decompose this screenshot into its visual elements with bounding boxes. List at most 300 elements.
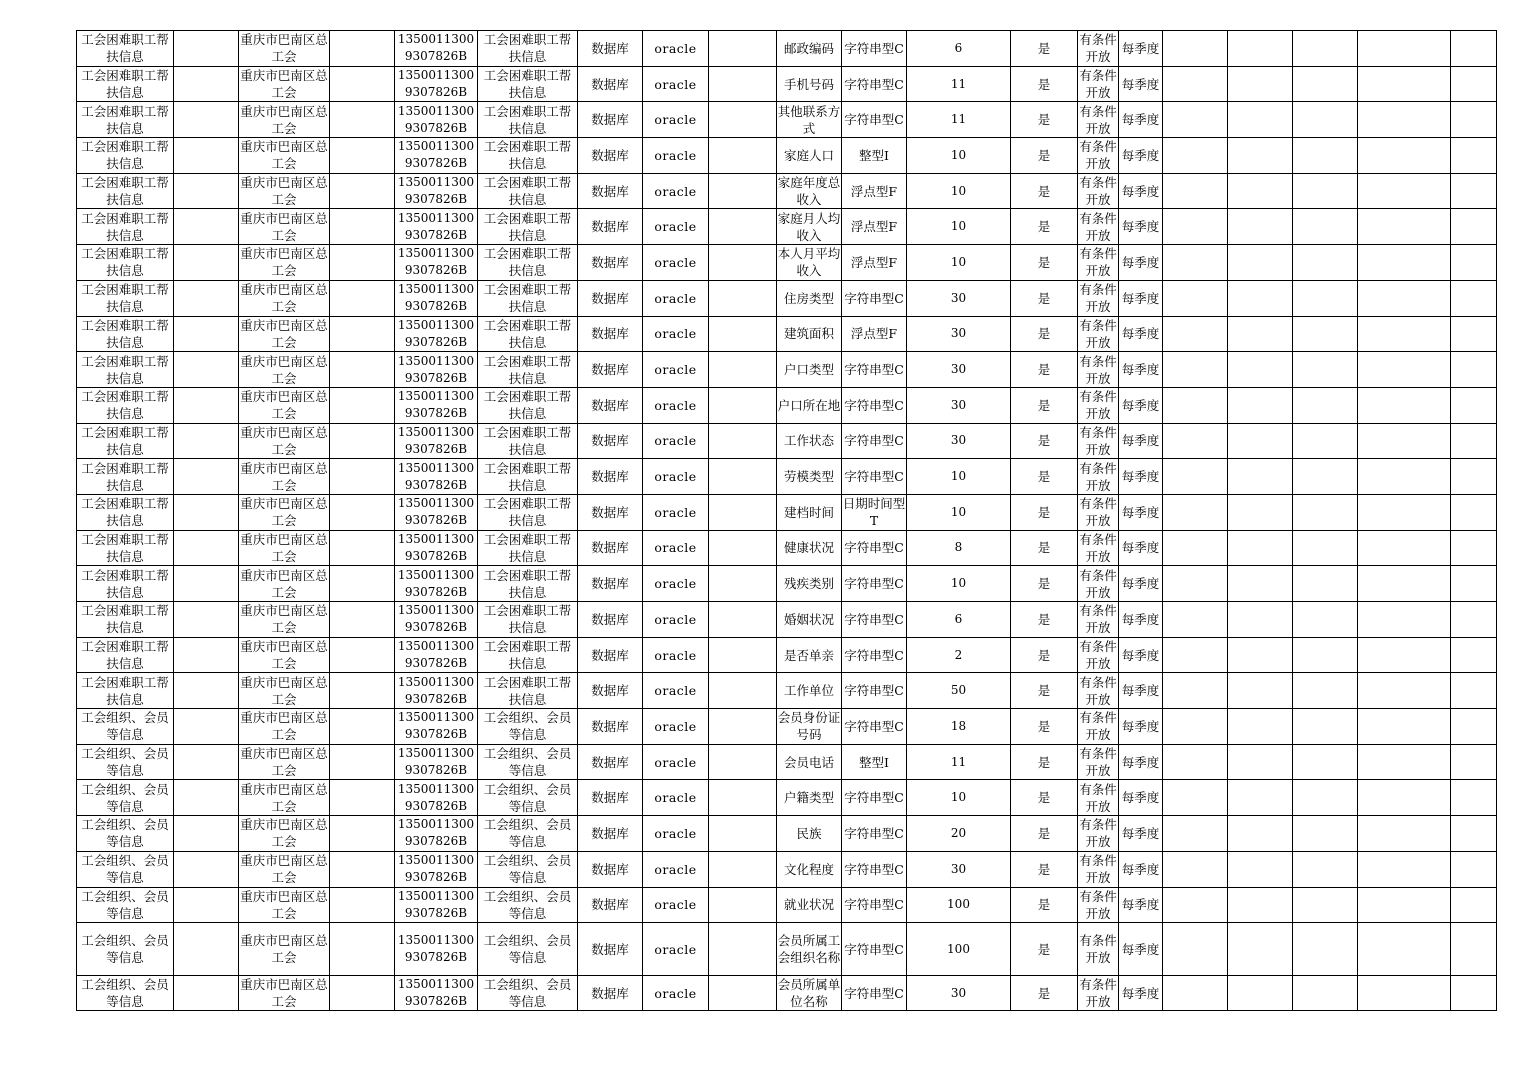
cell-empty [1163, 245, 1228, 281]
cell-empty [709, 494, 777, 530]
cell-resource-code: 13500113009307826B [395, 423, 478, 459]
cell-empty [174, 851, 239, 887]
cell-empty [1358, 102, 1451, 138]
cell-empty [1163, 709, 1228, 745]
cell-update-frequency: 每季度 [1119, 851, 1163, 887]
cell-empty [1228, 744, 1293, 780]
cell-empty [1163, 173, 1228, 209]
cell-field-name: 会员电话 [777, 744, 842, 780]
cell-empty [709, 387, 777, 423]
cell-system: oracle [643, 102, 709, 138]
cell-provider: 重庆市巴南区总工会 [240, 746, 328, 779]
cell-resource-name: 工会困难职工帮扶信息 [478, 173, 578, 209]
cell-empty [1358, 851, 1451, 887]
cell-empty [1293, 780, 1358, 816]
cell-open-type: 有条件开放 [1079, 674, 1117, 707]
cell-data-type: 字符串型C [842, 423, 907, 459]
cell-empty [1293, 31, 1358, 67]
cell-resource-category: 工会困难职工帮扶信息 [77, 31, 174, 67]
cell-update-frequency: 每季度 [1119, 459, 1163, 495]
cell-empty [174, 209, 239, 245]
cell-empty [174, 280, 239, 316]
cell-open-type: 有条件开放 [1079, 496, 1117, 529]
cell-resource-category: 工会困难职工帮扶信息 [77, 530, 174, 566]
cell-empty [1163, 780, 1228, 816]
cell-empty [1163, 566, 1228, 602]
cell-shared: 是 [1011, 851, 1078, 887]
cell-resource-name: 工会困难职工帮扶信息 [478, 530, 578, 566]
cell-shared: 是 [1011, 138, 1078, 174]
cell-empty [1451, 887, 1497, 923]
data-catalog-table [76, 30, 1497, 1011]
cell-resource-category: 工会困难职工帮扶信息 [77, 566, 174, 602]
cell-field-name: 民族 [777, 816, 842, 852]
cell-update-frequency: 每季度 [1119, 637, 1163, 673]
cell-empty [1293, 602, 1358, 638]
cell-empty [330, 851, 395, 887]
cell-empty [1358, 138, 1451, 174]
cell-empty [1293, 816, 1358, 852]
cell-resource-code: 13500113009307826B [395, 352, 478, 388]
cell-field-length: 30 [907, 387, 1011, 423]
cell-resource-name: 工会困难职工帮扶信息 [478, 66, 578, 102]
cell-provider: 重庆市巴南区总工会 [240, 246, 328, 279]
cell-system: oracle [643, 602, 709, 638]
table-row [77, 209, 1497, 245]
cell-open-type: 有条件开放 [1079, 353, 1117, 386]
cell-open-type: 有条件开放 [1079, 246, 1117, 279]
cell-empty [1358, 744, 1451, 780]
cell-resource-code: 13500113009307826B [395, 173, 478, 209]
cell-storage-type: 数据库 [578, 976, 643, 1011]
cell-empty [330, 780, 395, 816]
cell-empty [1358, 637, 1451, 673]
cell-empty [1451, 66, 1497, 102]
cell-empty [1451, 673, 1497, 709]
cell-empty [1451, 102, 1497, 138]
cell-storage-type: 数据库 [578, 744, 643, 780]
cell-resource-code: 13500113009307826B [395, 66, 478, 102]
cell-empty [1228, 102, 1293, 138]
cell-resource-code: 13500113009307826B [395, 923, 478, 976]
cell-field-length: 10 [907, 780, 1011, 816]
cell-resource-name: 工会组织、会员等信息 [478, 816, 578, 852]
cell-empty [1163, 387, 1228, 423]
cell-resource-code: 13500113009307826B [395, 887, 478, 923]
table-row [77, 887, 1497, 923]
cell-update-frequency: 每季度 [1119, 976, 1163, 1011]
cell-open-type: 有条件开放 [1079, 282, 1117, 315]
cell-storage-type: 数据库 [578, 387, 643, 423]
cell-resource-name: 工会困难职工帮扶信息 [478, 31, 578, 67]
cell-empty [174, 602, 239, 638]
cell-storage-type: 数据库 [578, 423, 643, 459]
cell-update-frequency: 每季度 [1119, 316, 1163, 352]
cell-system: oracle [643, 138, 709, 174]
cell-empty [1451, 637, 1497, 673]
cell-provider: 重庆市巴南区总工会 [240, 853, 328, 886]
table-row [77, 923, 1497, 976]
cell-shared: 是 [1011, 459, 1078, 495]
cell-empty [330, 352, 395, 388]
cell-field-name: 是否单亲 [777, 637, 842, 673]
cell-provider: 重庆市巴南区总工会 [240, 817, 328, 850]
cell-empty [330, 709, 395, 745]
cell-empty [1451, 494, 1497, 530]
cell-empty [330, 566, 395, 602]
cell-empty [1293, 66, 1358, 102]
cell-empty [1293, 530, 1358, 566]
cell-shared: 是 [1011, 173, 1078, 209]
cell-resource-category: 工会困难职工帮扶信息 [77, 138, 174, 174]
cell-empty [1293, 494, 1358, 530]
table-row [77, 66, 1497, 102]
cell-resource-category: 工会困难职工帮扶信息 [77, 280, 174, 316]
cell-system: oracle [643, 352, 709, 388]
cell-field-name: 建档时间 [777, 494, 842, 530]
cell-empty [709, 459, 777, 495]
cell-empty [1293, 673, 1358, 709]
cell-open-type: 有条件开放 [1079, 424, 1117, 457]
cell-storage-type: 数据库 [578, 459, 643, 495]
cell-open-type: 有条件开放 [1079, 531, 1117, 564]
cell-resource-category: 工会困难职工帮扶信息 [77, 637, 174, 673]
cell-field-length: 10 [907, 209, 1011, 245]
cell-update-frequency: 每季度 [1119, 209, 1163, 245]
cell-empty [1228, 245, 1293, 281]
cell-field-length: 30 [907, 423, 1011, 459]
cell-empty [1228, 780, 1293, 816]
cell-empty [1163, 923, 1228, 976]
cell-field-name: 残疾类别 [777, 566, 842, 602]
cell-empty [1228, 173, 1293, 209]
cell-shared: 是 [1011, 566, 1078, 602]
cell-empty [174, 138, 239, 174]
cell-empty [1163, 31, 1228, 67]
cell-resource-name: 工会组织、会员等信息 [478, 780, 578, 816]
cell-empty [174, 637, 239, 673]
cell-resource-code: 13500113009307826B [395, 209, 478, 245]
cell-field-length: 10 [907, 245, 1011, 281]
table-row [77, 31, 1497, 67]
cell-empty [1293, 280, 1358, 316]
cell-storage-type: 数据库 [578, 352, 643, 388]
cell-data-type: 字符串型C [842, 923, 907, 976]
cell-update-frequency: 每季度 [1119, 66, 1163, 102]
cell-empty [709, 209, 777, 245]
cell-storage-type: 数据库 [578, 173, 643, 209]
cell-empty [174, 31, 239, 67]
cell-empty [1228, 637, 1293, 673]
cell-provider: 重庆市巴南区总工会 [240, 781, 328, 814]
cell-empty [1293, 976, 1358, 1011]
cell-data-type: 字符串型C [842, 602, 907, 638]
cell-empty [1293, 245, 1358, 281]
cell-empty [1163, 352, 1228, 388]
cell-resource-code: 13500113009307826B [395, 816, 478, 852]
cell-update-frequency: 每季度 [1119, 923, 1163, 976]
cell-empty [1451, 387, 1497, 423]
cell-empty [1228, 851, 1293, 887]
cell-storage-type: 数据库 [578, 66, 643, 102]
cell-open-type: 有条件开放 [1079, 32, 1117, 65]
cell-resource-code: 13500113009307826B [395, 673, 478, 709]
cell-empty [1358, 459, 1451, 495]
cell-shared: 是 [1011, 316, 1078, 352]
cell-provider: 重庆市巴南区总工会 [240, 175, 328, 208]
cell-system: oracle [643, 709, 709, 745]
cell-field-name: 会员所属单位名称 [777, 977, 841, 1010]
cell-resource-category: 工会困难职工帮扶信息 [77, 173, 174, 209]
cell-resource-category: 工会组织、会员等信息 [77, 780, 174, 816]
cell-shared: 是 [1011, 780, 1078, 816]
cell-empty [174, 709, 239, 745]
cell-field-length: 30 [907, 352, 1011, 388]
cell-storage-type: 数据库 [578, 816, 643, 852]
cell-resource-category: 工会困难职工帮扶信息 [77, 209, 174, 245]
cell-empty [1163, 316, 1228, 352]
cell-provider: 重庆市巴南区总工会 [240, 710, 328, 743]
cell-empty [330, 673, 395, 709]
cell-empty [174, 316, 239, 352]
cell-empty [174, 816, 239, 852]
cell-empty [1358, 923, 1451, 976]
cell-resource-name: 工会困难职工帮扶信息 [478, 280, 578, 316]
cell-data-type: 整型I [842, 744, 907, 780]
cell-empty [1358, 66, 1451, 102]
cell-empty [1228, 459, 1293, 495]
cell-empty [174, 352, 239, 388]
cell-system: oracle [643, 245, 709, 281]
cell-empty [330, 530, 395, 566]
cell-storage-type: 数据库 [578, 602, 643, 638]
cell-empty [1358, 816, 1451, 852]
cell-empty [709, 923, 777, 976]
cell-empty [1358, 245, 1451, 281]
cell-update-frequency: 每季度 [1119, 102, 1163, 138]
cell-empty [174, 494, 239, 530]
cell-provider: 重庆市巴南区总工会 [240, 389, 328, 422]
cell-empty [709, 423, 777, 459]
cell-empty [1163, 887, 1228, 923]
cell-resource-name: 工会组织、会员等信息 [478, 851, 578, 887]
cell-provider: 重庆市巴南区总工会 [240, 567, 328, 600]
cell-empty [1163, 280, 1228, 316]
cell-open-type: 有条件开放 [1079, 567, 1117, 600]
cell-update-frequency: 每季度 [1119, 31, 1163, 67]
cell-system: oracle [643, 887, 709, 923]
cell-empty [709, 816, 777, 852]
cell-open-type: 有条件开放 [1079, 210, 1117, 243]
cell-empty [1358, 887, 1451, 923]
cell-shared: 是 [1011, 923, 1078, 976]
cell-resource-name: 工会困难职工帮扶信息 [478, 637, 578, 673]
cell-resource-name: 工会困难职工帮扶信息 [478, 102, 578, 138]
cell-field-length: 8 [907, 530, 1011, 566]
cell-data-type: 字符串型C [842, 352, 907, 388]
cell-empty [1228, 66, 1293, 102]
cell-update-frequency: 每季度 [1119, 816, 1163, 852]
cell-empty [1451, 280, 1497, 316]
cell-provider: 重庆市巴南区总工会 [240, 282, 328, 315]
cell-field-name: 本人月平均收入 [777, 246, 841, 279]
cell-empty [1358, 530, 1451, 566]
cell-provider: 重庆市巴南区总工会 [240, 639, 328, 672]
cell-field-name: 家庭月人均收入 [777, 210, 841, 243]
cell-resource-code: 13500113009307826B [395, 387, 478, 423]
cell-resource-category: 工会组织、会员等信息 [77, 887, 174, 923]
cell-resource-name: 工会困难职工帮扶信息 [478, 209, 578, 245]
cell-empty [330, 316, 395, 352]
cell-empty [1163, 976, 1228, 1011]
table-row [77, 102, 1497, 138]
table-row [77, 530, 1497, 566]
cell-open-type: 有条件开放 [1079, 977, 1117, 1010]
cell-storage-type: 数据库 [578, 780, 643, 816]
cell-data-type: 字符串型C [842, 780, 907, 816]
cell-resource-code: 13500113009307826B [395, 31, 478, 67]
cell-empty [1451, 173, 1497, 209]
cell-data-type: 字符串型C [842, 851, 907, 887]
cell-system: oracle [643, 209, 709, 245]
table-row [77, 637, 1497, 673]
cell-empty [1228, 976, 1293, 1011]
cell-system: oracle [643, 923, 709, 976]
cell-resource-name: 工会组织、会员等信息 [478, 887, 578, 923]
cell-resource-name: 工会组织、会员等信息 [478, 744, 578, 780]
cell-empty [709, 602, 777, 638]
cell-field-name: 户口所在地 [777, 387, 842, 423]
cell-provider: 重庆市巴南区总工会 [240, 317, 328, 350]
cell-field-length: 10 [907, 173, 1011, 209]
cell-empty [1163, 744, 1228, 780]
cell-empty [1358, 387, 1451, 423]
cell-field-name: 户籍类型 [777, 780, 842, 816]
cell-resource-category: 工会困难职工帮扶信息 [77, 494, 174, 530]
cell-update-frequency: 每季度 [1119, 709, 1163, 745]
cell-shared: 是 [1011, 352, 1078, 388]
cell-storage-type: 数据库 [578, 245, 643, 281]
cell-field-name: 健康状况 [777, 530, 842, 566]
cell-empty [330, 637, 395, 673]
cell-resource-code: 13500113009307826B [395, 744, 478, 780]
cell-field-length: 20 [907, 816, 1011, 852]
cell-update-frequency: 每季度 [1119, 173, 1163, 209]
cell-data-type: 字符串型C [842, 816, 907, 852]
cell-system: oracle [643, 637, 709, 673]
cell-data-type: 浮点型F [842, 316, 907, 352]
cell-empty [1228, 423, 1293, 459]
cell-storage-type: 数据库 [578, 138, 643, 174]
cell-empty [1228, 31, 1293, 67]
cell-field-length: 6 [907, 602, 1011, 638]
cell-resource-code: 13500113009307826B [395, 138, 478, 174]
cell-system: oracle [643, 423, 709, 459]
cell-storage-type: 数据库 [578, 673, 643, 709]
cell-field-name: 手机号码 [777, 66, 842, 102]
table-body [77, 31, 1497, 1011]
cell-empty [330, 209, 395, 245]
cell-empty [330, 387, 395, 423]
cell-storage-type: 数据库 [578, 566, 643, 602]
cell-empty [709, 851, 777, 887]
cell-resource-code: 13500113009307826B [395, 602, 478, 638]
cell-empty [1358, 352, 1451, 388]
cell-system: oracle [643, 387, 709, 423]
cell-resource-code: 13500113009307826B [395, 280, 478, 316]
cell-resource-code: 13500113009307826B [395, 566, 478, 602]
cell-system: oracle [643, 459, 709, 495]
cell-provider: 重庆市巴南区总工会 [240, 353, 328, 386]
cell-empty [1163, 816, 1228, 852]
cell-system: oracle [643, 566, 709, 602]
cell-empty [1451, 209, 1497, 245]
cell-empty [1451, 976, 1497, 1011]
cell-empty [709, 637, 777, 673]
cell-resource-category: 工会组织、会员等信息 [77, 709, 174, 745]
cell-field-length: 11 [907, 66, 1011, 102]
cell-open-type: 有条件开放 [1079, 389, 1117, 422]
cell-empty [174, 976, 239, 1011]
cell-open-type: 有条件开放 [1079, 317, 1117, 350]
cell-system: oracle [643, 816, 709, 852]
cell-open-type: 有条件开放 [1078, 923, 1119, 976]
cell-open-type: 有条件开放 [1079, 781, 1117, 814]
cell-empty [174, 566, 239, 602]
cell-empty [1451, 851, 1497, 887]
cell-empty [709, 31, 777, 67]
cell-resource-name: 工会困难职工帮扶信息 [478, 352, 578, 388]
cell-storage-type: 数据库 [578, 280, 643, 316]
cell-data-type: 字符串型C [842, 280, 907, 316]
cell-empty [330, 887, 395, 923]
cell-update-frequency: 每季度 [1119, 387, 1163, 423]
cell-provider: 重庆市巴南区总工会 [240, 424, 328, 457]
cell-empty [1358, 209, 1451, 245]
cell-update-frequency: 每季度 [1119, 673, 1163, 709]
cell-open-type: 有条件开放 [1079, 817, 1117, 850]
cell-empty [1293, 459, 1358, 495]
cell-data-type: 浮点型F [842, 173, 907, 209]
cell-field-name: 婚姻状况 [777, 602, 842, 638]
cell-resource-name: 工会组织、会员等信息 [478, 923, 578, 976]
cell-field-length: 30 [907, 280, 1011, 316]
table-row [77, 566, 1497, 602]
cell-field-length: 18 [907, 709, 1011, 745]
cell-update-frequency: 每季度 [1119, 494, 1163, 530]
cell-shared: 是 [1011, 209, 1078, 245]
cell-empty [330, 744, 395, 780]
cell-field-length: 30 [907, 976, 1011, 1011]
cell-empty [1451, 816, 1497, 852]
cell-shared: 是 [1011, 637, 1078, 673]
cell-update-frequency: 每季度 [1119, 423, 1163, 459]
cell-empty [1163, 209, 1228, 245]
cell-resource-code: 13500113009307826B [395, 530, 478, 566]
cell-resource-name: 工会组织、会员等信息 [478, 709, 578, 745]
cell-resource-code: 13500113009307826B [395, 709, 478, 745]
cell-update-frequency: 每季度 [1119, 352, 1163, 388]
cell-resource-category: 工会困难职工帮扶信息 [77, 66, 174, 102]
cell-shared: 是 [1011, 245, 1078, 281]
cell-resource-category: 工会困难职工帮扶信息 [77, 352, 174, 388]
cell-field-name: 会员身份证号码 [777, 710, 841, 743]
table-row [77, 459, 1497, 495]
cell-empty [1358, 31, 1451, 67]
cell-shared: 是 [1011, 387, 1078, 423]
cell-empty [709, 744, 777, 780]
cell-empty [1358, 673, 1451, 709]
